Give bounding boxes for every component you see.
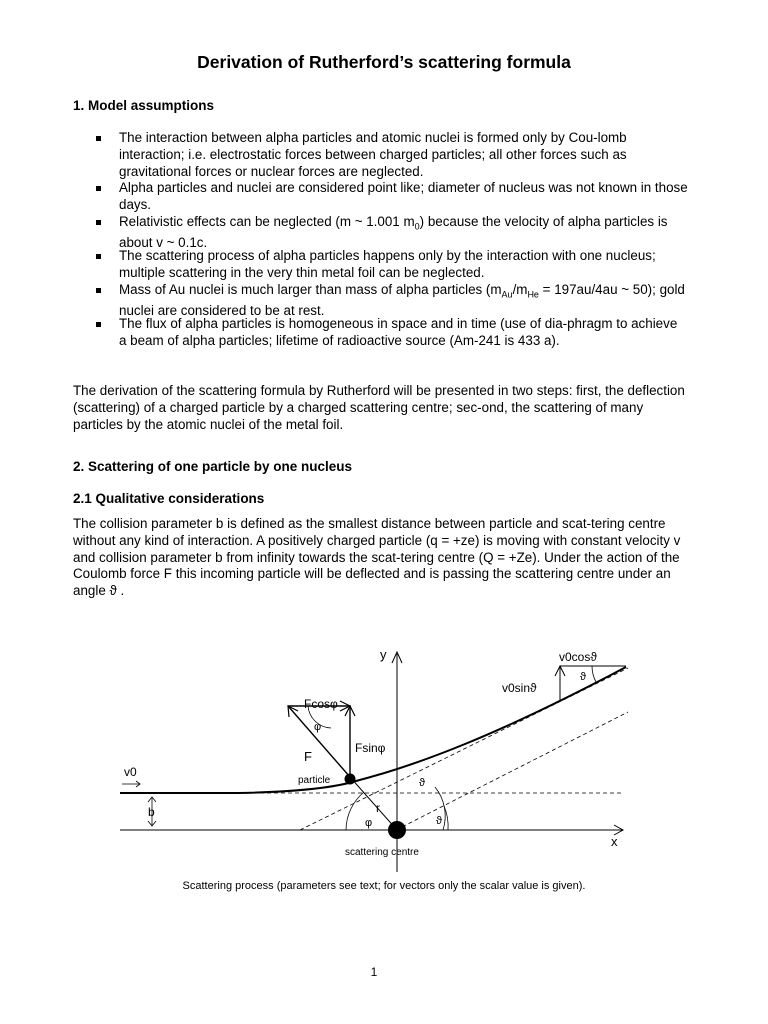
page-number: 1	[370, 965, 378, 979]
v0cos-label: v0cosϑ	[559, 650, 597, 664]
list-item	[73, 282, 688, 319]
radius-label: r	[376, 801, 380, 815]
particle-trajectory	[120, 667, 626, 793]
figure-caption: Scattering process (parameters see text; for vectors only the scalar value is given).	[182, 880, 586, 892]
phi-label-lower: φ	[365, 817, 373, 829]
x-axis-label: x	[611, 834, 618, 849]
bullet-text: /m	[512, 282, 528, 297]
phi-arc-lower	[346, 792, 364, 830]
theta-label-top: ϑ	[580, 671, 587, 683]
scattering-centre-nucleus	[388, 821, 406, 839]
particle-label: particle	[298, 775, 331, 786]
force-vector	[288, 706, 350, 777]
list-item: Alpha particles and nuclei are considered point like; diameter of nucleus was not known in those days.	[73, 180, 688, 214]
page-title: Derivation of Rutherford’s scattering formula	[197, 52, 571, 72]
radius-line	[350, 777, 397, 830]
bullet-text: Mass of Au nuclei is much larger than mass of alpha particles (m	[119, 282, 502, 297]
section-heading-model-assumptions: 1. Model assumptions	[73, 98, 215, 113]
fcos-label: Fcosφ	[304, 697, 338, 711]
parallel-asymptote	[396, 712, 628, 830]
subscript: 0	[414, 221, 420, 232]
force-label: F	[304, 749, 312, 764]
bullet-text: Relativistic effects can be neglected (m ~ 1.001 m	[119, 214, 415, 229]
subsection-heading-qualitative: 2.1 Qualitative considerations	[73, 491, 265, 506]
list-item: The scattering process of alpha particles happens only by the interaction with one nucleus; multiple scattering in the very thin metal foil can be neglected.	[73, 248, 688, 282]
v0-label: v0	[124, 765, 137, 779]
collision-paragraph: The collision parameter b is defined as the smallest distance between particle and scat-tering centre without any kind of interaction. A positively charged particle (q = +ze) is moving with constant velocity v and collision parameter b from infinity towards the scat-tering centre (Q = +Ze). Under the action of the Coulomb force F this incoming particle will be deflected and is passing the scattering centre under an angle ϑ .	[73, 516, 681, 599]
section-heading-scattering: 2. Scattering of one particle by one nucleus	[73, 459, 353, 474]
scattering-centre-label: scattering centre	[345, 847, 419, 858]
subscript: He	[527, 289, 539, 300]
subscript: Au	[501, 289, 513, 300]
bullet-text: ) because the velocity of alpha particles is about v ~ 0.1c.	[119, 214, 668, 251]
fsin-label: Fsinφ	[355, 741, 386, 755]
list-item: The flux of alpha particles is homogeneous in space and in time (use of dia-phragm to achieve a beam of alpha particles; lifetime of radioactive source (Am-241 is 433 a).	[73, 316, 688, 366]
b-label: b	[148, 805, 155, 819]
scattering-diagram-svg	[118, 640, 648, 872]
alpha-particle	[345, 774, 356, 785]
list-item	[73, 214, 688, 251]
intro-paragraph: The derivation of the scattering formula by Rutherford will be presented in two steps: first, the deflection (scattering) of a charged particle by a charged scattering centre; sec-ond, the scattering of many particles by the atomic nuclei of the metal foil.	[73, 383, 685, 432]
scattering-diagram	[118, 640, 648, 877]
theta-arc-top	[592, 666, 596, 682]
y-axis-label: y	[380, 647, 387, 662]
theta-label-upper: ϑ	[419, 777, 426, 789]
assumptions-list	[73, 130, 688, 366]
phi-label-upper: φ	[314, 721, 322, 733]
theta-label-lower: ϑ	[436, 815, 443, 827]
bullet-text: = 197au/4au ~ 50); gold nuclei are considered to be at rest.	[119, 282, 685, 319]
v0sin-label: v0sinϑ	[502, 681, 537, 695]
list-item: The interaction between alpha particles and atomic nuclei is formed only by Cou-lomb interaction; i.e. electrostatic forces between charged particles; all other forces such as gravitational forces or nuclear forces are neglected.	[73, 130, 688, 180]
